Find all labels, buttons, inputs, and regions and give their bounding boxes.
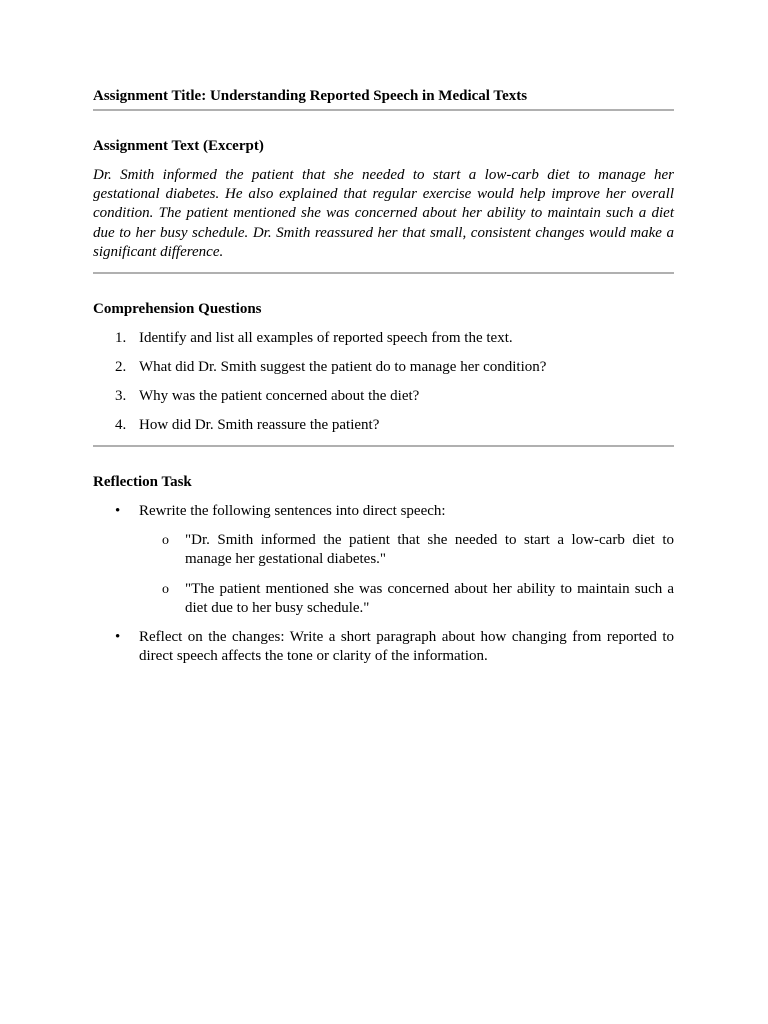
task-list — [93, 502, 674, 666]
title-block — [93, 87, 674, 109]
question-text: Identify and list all examples of reported speech from the text. — [139, 330, 513, 347]
sentence-text: "The patient mentioned she was concerned about her ability to maintain such a diet due to her busy schedule." — [185, 580, 674, 616]
list-item — [93, 329, 674, 348]
comprehension-heading: Comprehension Questions — [93, 301, 262, 318]
list-item — [93, 416, 674, 435]
list-number: 2. — [115, 359, 127, 376]
circle-bullet-icon: o — [162, 533, 169, 549]
question-text: What did Dr. Smith suggest the patient do to manage her condition? — [139, 359, 547, 376]
excerpt-heading: Assignment Text (Excerpt) — [93, 138, 264, 154]
excerpt-section — [93, 137, 674, 262]
sentence-text: "Dr. Smith informed the patient that she needed to start a low-carb diet to manage her gestational diabetes." — [185, 532, 674, 568]
bullet-icon: • — [115, 629, 121, 646]
reflection-section — [93, 473, 674, 666]
document-page — [93, 87, 674, 676]
list-item — [93, 387, 674, 406]
list-item — [93, 358, 674, 377]
list-number: 3. — [115, 388, 127, 405]
list-item — [139, 580, 674, 618]
divider — [93, 445, 674, 447]
question-list — [93, 329, 674, 435]
assignment-title: Assignment Title: Understanding Reported Speech in Medical Texts — [93, 88, 528, 104]
excerpt-text: Dr. Smith informed the patient that she needed to start a low-carb diet to manage her gestational diabetes. He also explained that regular exercise would help improve her overall condition. The patient mentioned she was concerned about her ability to maintain such a diet due to her busy schedule. Dr. Smith reassured her that small, consistent changes would make a significant difference. — [93, 167, 674, 260]
comprehension-section — [93, 300, 674, 435]
reflection-heading: Reflection Task — [93, 474, 192, 491]
question-text: Why was the patient concerned about the diet? — [139, 388, 420, 405]
divider — [93, 109, 674, 111]
list-number: 4. — [115, 417, 127, 434]
list-item — [93, 628, 674, 666]
divider — [93, 272, 674, 274]
list-item — [93, 502, 674, 618]
bullet-icon: • — [115, 503, 121, 520]
task-text: Reflect on the changes: Write a short paragraph about how changing from reported to direct speech affects the tone or clarity of the information. — [139, 629, 674, 665]
task-text: Rewrite the following sentences into direct speech: — [139, 503, 446, 520]
circle-bullet-icon: o — [162, 581, 169, 597]
question-text: How did Dr. Smith reassure the patient? — [139, 417, 380, 434]
list-number: 1. — [115, 330, 127, 347]
list-item — [139, 531, 674, 569]
sentence-list — [139, 531, 674, 618]
